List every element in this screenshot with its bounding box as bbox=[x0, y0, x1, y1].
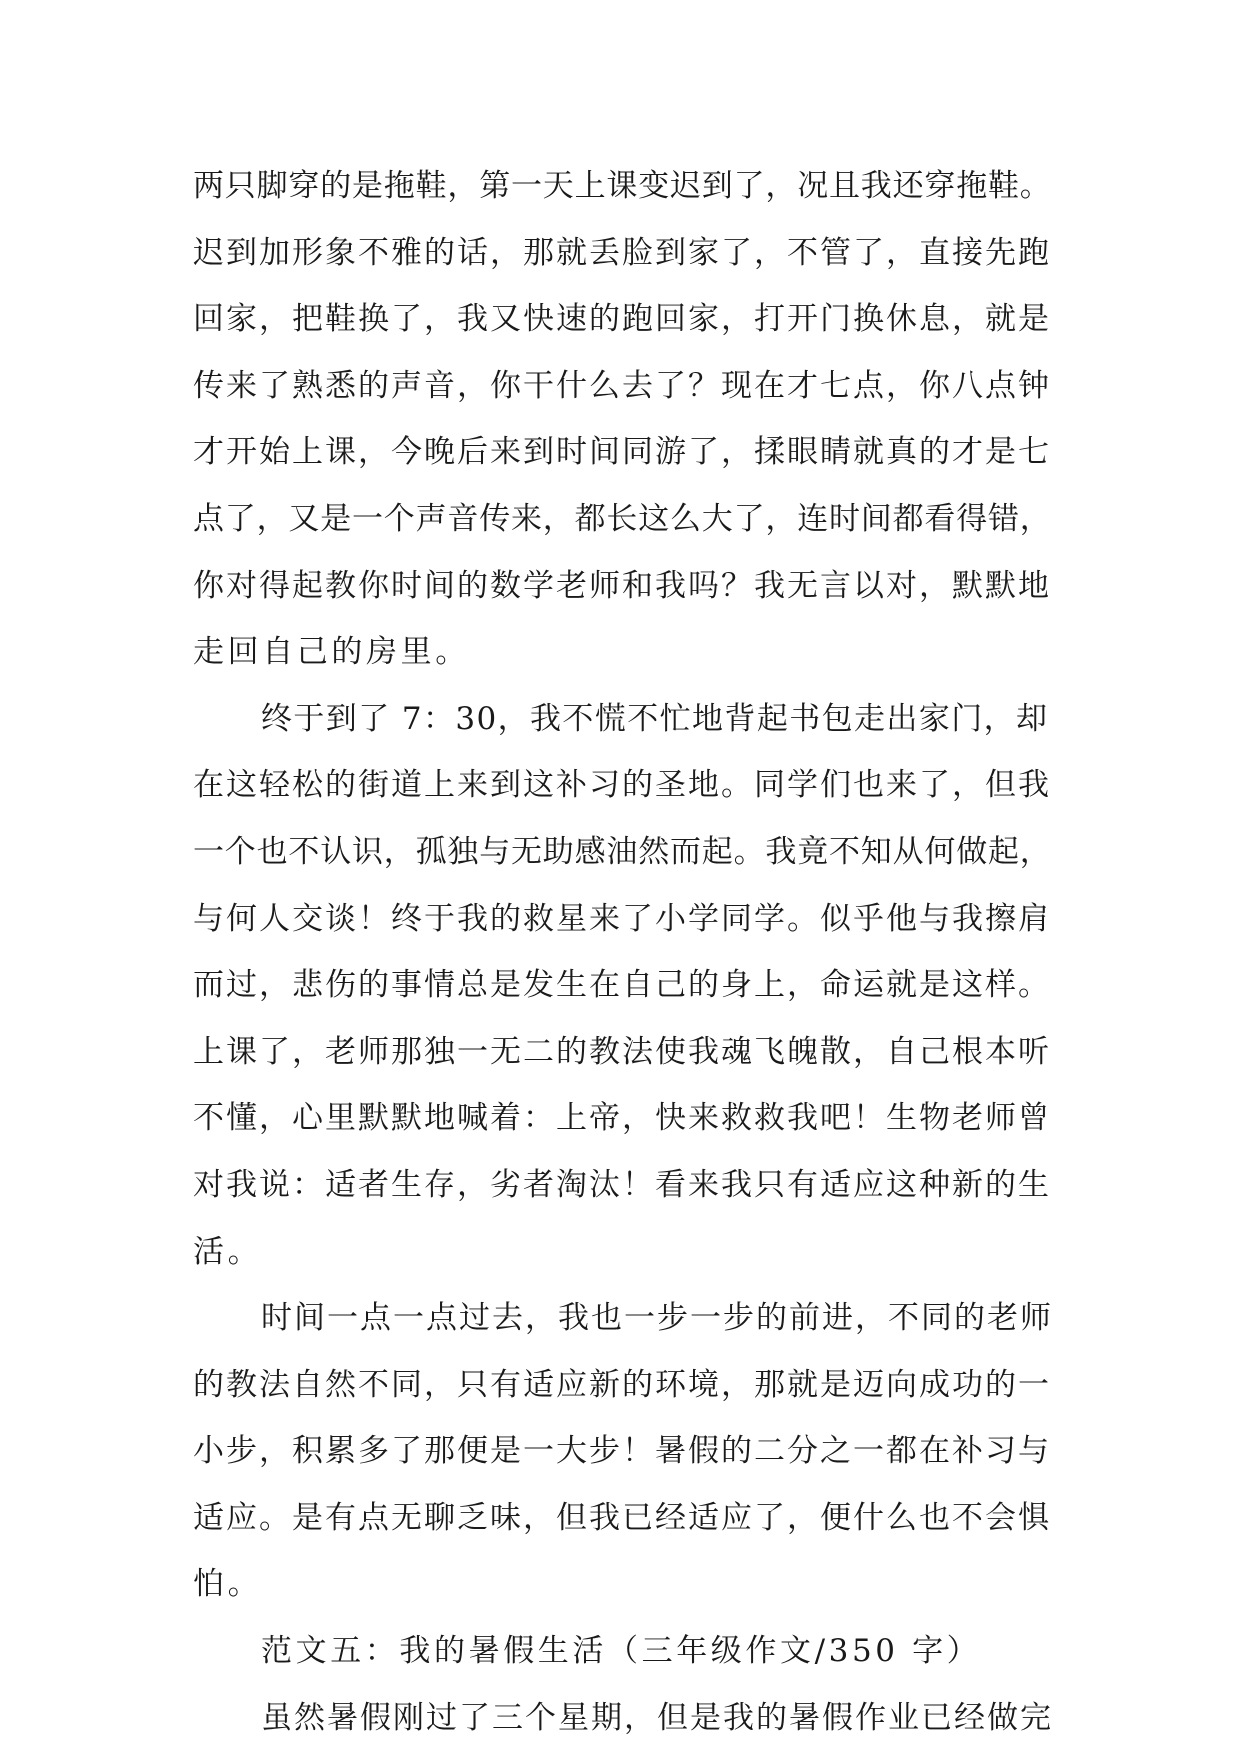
text-line: 虽然暑假刚过了三个星期，但是我的暑假作业已经做完 bbox=[261, 1699, 1053, 1736]
text-line: 怕。 bbox=[193, 1566, 263, 1603]
text-line: 两只脚穿的是拖鞋，第一天上课变迟到了，况且我还穿拖鞋。 bbox=[193, 168, 1052, 204]
text-line: 范文五：我的暑假生活（三年级作文/350 字） bbox=[261, 1633, 982, 1670]
text-line: 小步，积累多了那便是一大步！暑假的二分之一都在补习与 bbox=[193, 1433, 1051, 1470]
text-line: 的教法自然不同，只有适应新的环境，那就是迈向成功的一 bbox=[193, 1366, 1051, 1403]
text-line: 终于到了 7：30，我不慌不忙地背起书包走出家门，却 bbox=[261, 700, 1049, 737]
text-line: 传来了熟悉的声音，你干什么去了？现在才七点，你八点钟 bbox=[193, 367, 1051, 404]
text-line: 对我说：适者生存，劣者淘汰！看来我只有适应这种新的生 bbox=[193, 1166, 1051, 1203]
text-line: 在这轻松的街道上来到这补习的圣地。同学们也来了，但我 bbox=[193, 767, 1051, 804]
text-line: 而过，悲伤的事情总是发生在自己的身上，命运就是这样。 bbox=[193, 967, 1051, 1004]
text-line: 与何人交谈！终于我的救星来了小学同学。似乎他与我擦肩 bbox=[193, 900, 1051, 937]
text-line: 活。 bbox=[193, 1233, 263, 1270]
text-line: 走回自己的房里。 bbox=[193, 634, 470, 671]
text-line: 回家，把鞋换了，我又快速的跑回家，打开门换休息，就是 bbox=[193, 301, 1051, 338]
text-line: 迟到加形象不雅的话，那就丢脸到家了，不管了，直接先跑 bbox=[193, 234, 1051, 271]
text-line: 适应。是有点无聊乏味，但我已经适应了，便什么也不会惧 bbox=[193, 1499, 1051, 1536]
text-line: 你对得起教你时间的数学老师和我吗？我无言以对，默默地 bbox=[193, 567, 1051, 604]
text-line: 上课了，老师那独一无二的教法使我魂飞魄散，自己根本听 bbox=[193, 1033, 1051, 1070]
text-line: 不懂，心里默默地喊着：上帝，快来救救我吧！生物老师曾 bbox=[193, 1100, 1051, 1137]
text-line: 才开始上课，今晚后来到时间同游了，揉眼睛就真的才是七 bbox=[193, 434, 1051, 471]
text-line: 一个也不认识，孤独与无助感油然而起。我竟不知从何做起， bbox=[193, 833, 1052, 870]
text-line: 点了，又是一个声音传来，都长这么大了，连时间都看得错， bbox=[193, 500, 1052, 537]
text-line: 时间一点一点过去，我也一步一步的前进，不同的老师 bbox=[261, 1300, 1053, 1337]
essay-body-text bbox=[193, 153, 1053, 1751]
